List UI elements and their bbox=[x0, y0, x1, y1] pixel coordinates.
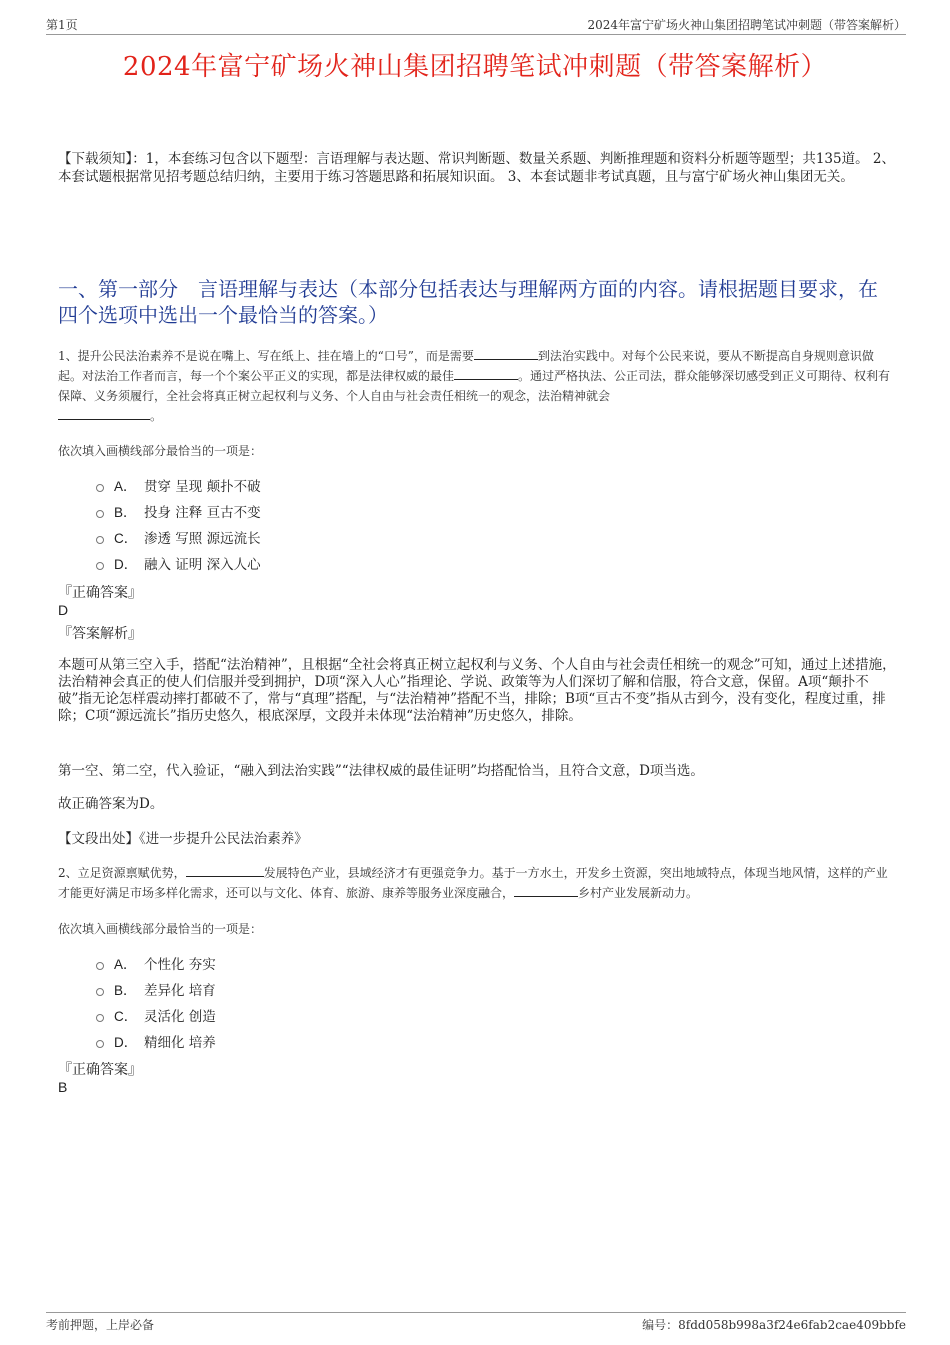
q2-text-part1: 2、立足资源禀赋优势， bbox=[58, 866, 186, 880]
q1-text-part4: 。 bbox=[150, 409, 163, 423]
radio-icon[interactable] bbox=[96, 988, 104, 996]
footer-doc-id: 编号：8fdd058b998a3f24e6fab2cae409bbfe bbox=[642, 1318, 906, 1332]
q1-blank-1 bbox=[474, 347, 538, 360]
radio-icon[interactable] bbox=[96, 510, 104, 518]
q2-answer: B bbox=[58, 1079, 68, 1095]
q2-prompt: 依次填入画横线部分最恰当的一项是： bbox=[58, 922, 263, 936]
q2-text-part3: 乡村产业发展新动力。 bbox=[578, 886, 699, 900]
q1-analysis-paragraph-2: 第一空、第二空，代入验证，“融入到法治实践”“法律权威的最佳证明”均搭配恰当，且符合文意，D项当选。 bbox=[58, 763, 704, 779]
q1-prompt: 依次填入画横线部分最恰当的一项是： bbox=[58, 444, 263, 458]
document-title: 2024年富宁矿场火神山集团招聘笔试冲刺题（带答案解析） bbox=[122, 52, 828, 82]
radio-icon[interactable] bbox=[96, 1014, 104, 1022]
q2-blank-1 bbox=[186, 864, 264, 877]
radio-icon[interactable] bbox=[96, 484, 104, 492]
radio-icon[interactable] bbox=[96, 962, 104, 970]
q1-text-part3: 。通过严格执法、公正司法，群众能够深切感受到正义可期待、权利有保障、义务须履行，全社会将真正树立起权利与义务、个人自由与社会责任相统一的观念，法治精神就会 bbox=[58, 369, 891, 403]
q1-answer-label: 『正确答案』 bbox=[58, 585, 142, 601]
page-footer bbox=[46, 1312, 906, 1333]
q2-options bbox=[96, 950, 216, 1054]
q1-analysis-paragraph-1: 本题可从第三空入手，搭配“法治精神”，且根据“全社会将真正树立起权利与义务、个人自由与社会责任相统一的观念”可知，通过上述措施，法治精神会真正的使人们信服并受到拥护，D项“深入人心”指理论、学说、政策等为人们深切了解和信服，符合文意，保留。A项“颠扑不破”指无论怎样震动摔打都破不了，常与“真理”搭配，与“法治精神”搭配不当，排除；B项“亘古不变”指从古到今，没有变化，程度过重，排除；C项“源远流长”指历史悠久，根底深厚，文段并未体现“法治精神”历史悠久，排除。 bbox=[58, 657, 896, 724]
header-doc-title: 2024年富宁矿场火神山集团招聘笔试冲刺题（带答案解析） bbox=[587, 18, 906, 32]
footer-slogan: 考前押题，上岸必备 bbox=[46, 1318, 155, 1332]
radio-icon[interactable] bbox=[96, 1040, 104, 1048]
section-title: 一、第一部分 言语理解与表达（本部分包括表达与理解两方面的内容。请根据题目要求，在四个选项中选出一个最恰当的答案。） bbox=[58, 277, 878, 327]
radio-icon[interactable] bbox=[96, 562, 104, 570]
download-notice: 【下载须知】：1，本套练习包含以下题型：言语理解与表达题、常识判断题、数量关系题、判断推理题和资料分析题等题型；共135道。 2、本套试题根据常见招考题总结归纳，主要用于练习答题思路和拓展知识面。 3、本套试题非考试真题，且与富宁矿场火神山集团无关。 bbox=[58, 151, 895, 185]
radio-icon[interactable] bbox=[96, 536, 104, 544]
q1-option-b[interactable]: B． 投身 注释 亘古不变 bbox=[96, 498, 261, 524]
q1-analysis-label: 『答案解析』 bbox=[58, 626, 142, 642]
q2-option-c[interactable]: C． 灵活化 创造 bbox=[96, 1002, 216, 1028]
q1-options bbox=[96, 472, 261, 576]
q1-option-c[interactable]: C． 渗透 写照 源远流长 bbox=[96, 524, 261, 550]
page-header bbox=[46, 14, 906, 35]
q2-option-b[interactable]: B． 差异化 培育 bbox=[96, 976, 216, 1002]
q1-blank-2 bbox=[454, 367, 518, 380]
q2-blank-2 bbox=[514, 884, 578, 897]
q2-answer-label: 『正确答案』 bbox=[58, 1062, 142, 1078]
question-1-stem bbox=[58, 346, 892, 426]
q2-text-part2: 发展特色产业，县域经济才有更强竞争力。基于一方水土，开发乡土资源，突出地域特点，体现当地风情，这样的产业才能更好满足市场多样化需求，还可以与文化、体育、旅游、康养等服务业深度融合， bbox=[58, 866, 888, 900]
question-2-stem bbox=[58, 863, 892, 903]
q2-option-d[interactable]: D． 精细化 培养 bbox=[96, 1028, 216, 1054]
q1-text-part1: 1、提升公民法治素养不是说在嘴上、写在纸上、挂在墙上的“口号”，而是需要 bbox=[58, 349, 474, 363]
q1-source: 【文段出处】《进一步提升公民法治素养》 bbox=[58, 831, 308, 847]
q1-option-d[interactable]: D． 融入 证明 深入人心 bbox=[96, 550, 261, 576]
page-number: 第1页 bbox=[46, 18, 78, 32]
q1-option-a[interactable]: A． 贯穿 呈现 颠扑不破 bbox=[96, 472, 261, 498]
q2-option-a[interactable]: A． 个性化 夯实 bbox=[96, 950, 216, 976]
q1-answer: D bbox=[58, 602, 69, 618]
q1-text-part2: 到法治实践中。对每个公民来说，要从不断提高自身规则意识做起。对法治工作者而言，每一个个案公平正义的实现，都是法律权威的最佳 bbox=[58, 349, 874, 383]
q1-analysis-paragraph-3: 故正确答案为D。 bbox=[58, 796, 164, 812]
q1-blank-3 bbox=[58, 407, 150, 420]
